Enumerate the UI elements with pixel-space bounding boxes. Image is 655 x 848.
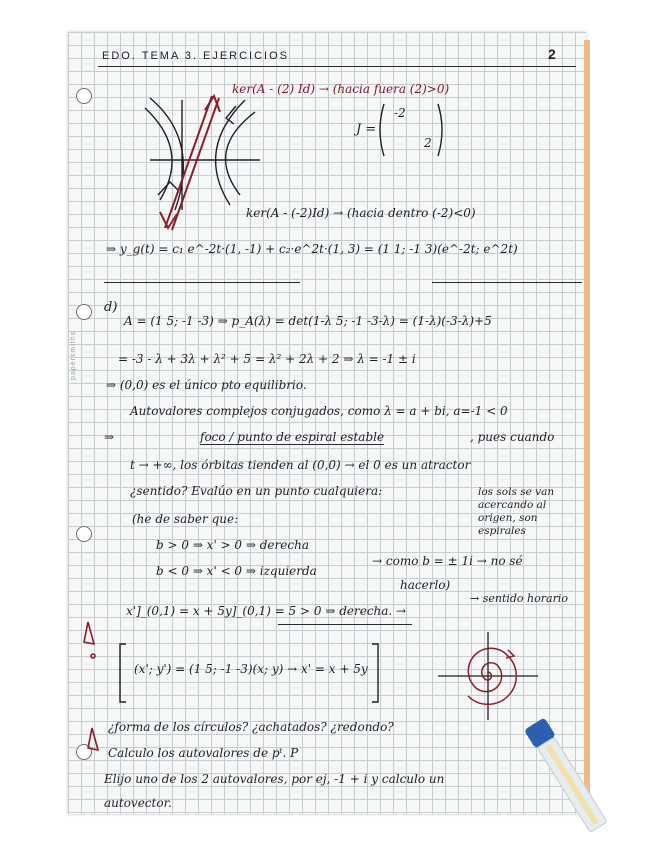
part-label: d) <box>104 300 118 315</box>
spiral-side-note: los sols se van acercando al origen, son espirales <box>478 486 555 537</box>
characteristic-polynomial: A = (1 5; -1 -3) ⇒ p_A(λ) = det(1-λ 5; -1 -3-λ) = (1-λ)(-3-λ)+5 <box>124 314 492 328</box>
classification-foco: foco / punto de espiral estable <box>200 430 385 444</box>
direction-question: ¿sentido? Evalúo en un punto cualquiera: <box>130 484 383 498</box>
equilibrium-note: ⇒ (0,0) es el único pto equilibrio. <box>106 378 307 392</box>
hacerlo-note: hacerlo) <box>400 578 451 592</box>
eigenvector-word: autovector. <box>104 796 172 810</box>
page-number: 2 <box>548 46 558 62</box>
rule-intro: (he de saber que: <box>132 512 239 526</box>
attractor-note: t → +∞, los órbitas tienden al (0,0) → el 0 es un atractor <box>130 458 471 472</box>
kernel-note-top: ker(A - (2) Id) → (hacia fuera (2)>0) <box>232 82 450 96</box>
shape-question: ¿forma de los círculos? ¿achatados? ¿redondo? <box>108 720 394 734</box>
rule-b-positive: b > 0 ⇒ x' > 0 ⇒ derecha <box>156 538 309 552</box>
jordan-label: J = <box>356 122 377 137</box>
brand-mark: papersmiths <box>70 330 77 380</box>
eigenvector-step: Elijo uno de los 2 autovalores, por ej, -1 + i y calculo un <box>104 772 445 786</box>
general-solution: ⇒ y_g(t) = c₁ e^-2t·(1, -1) + c₂·e^2t·(1, 3) = (1 1; -1 3)(e^-2t; e^2t) <box>106 242 518 256</box>
linear-system: (x'; y') = (1 5; -1 -3)(x; y) → x' = x + 5y <box>134 662 368 676</box>
page-title: EDO. TEMA 3. EJERCICIOS <box>102 50 289 62</box>
jordan-entry-11: -2 <box>394 106 406 120</box>
b-value-note: → como b = ± 1i → no sé <box>372 554 523 568</box>
foco-prefix: ⇒ <box>104 430 115 444</box>
eigenvalues-note: Autovalores complejos conjugados, como λ = a + bi, a=-1 < 0 <box>130 404 508 418</box>
clockwise-note: → sentido horario <box>470 592 568 605</box>
jordan-entry-22: 2 <box>424 136 432 150</box>
evaluation-line: x']_(0,1) = x + 5y]_(0,1) = 5 > 0 ⇒ derecha. → <box>126 604 407 618</box>
foco-suffix: , pues cuando <box>470 430 555 444</box>
eigenvalue-step: Calculo los autovalores de pᵗ. P <box>108 746 299 760</box>
polynomial-expansion: = -3 - λ + 3λ + λ² + 5 = λ² + 2λ + 2 ⇒ λ = -1 ± i <box>118 352 416 366</box>
kernel-note-bottom: ker(A - (-2)Id) → (hacia dentro (-2)<0) <box>246 206 476 220</box>
rule-b-negative: b < 0 ⇒ x' < 0 ⇒ izquierda <box>156 564 317 578</box>
